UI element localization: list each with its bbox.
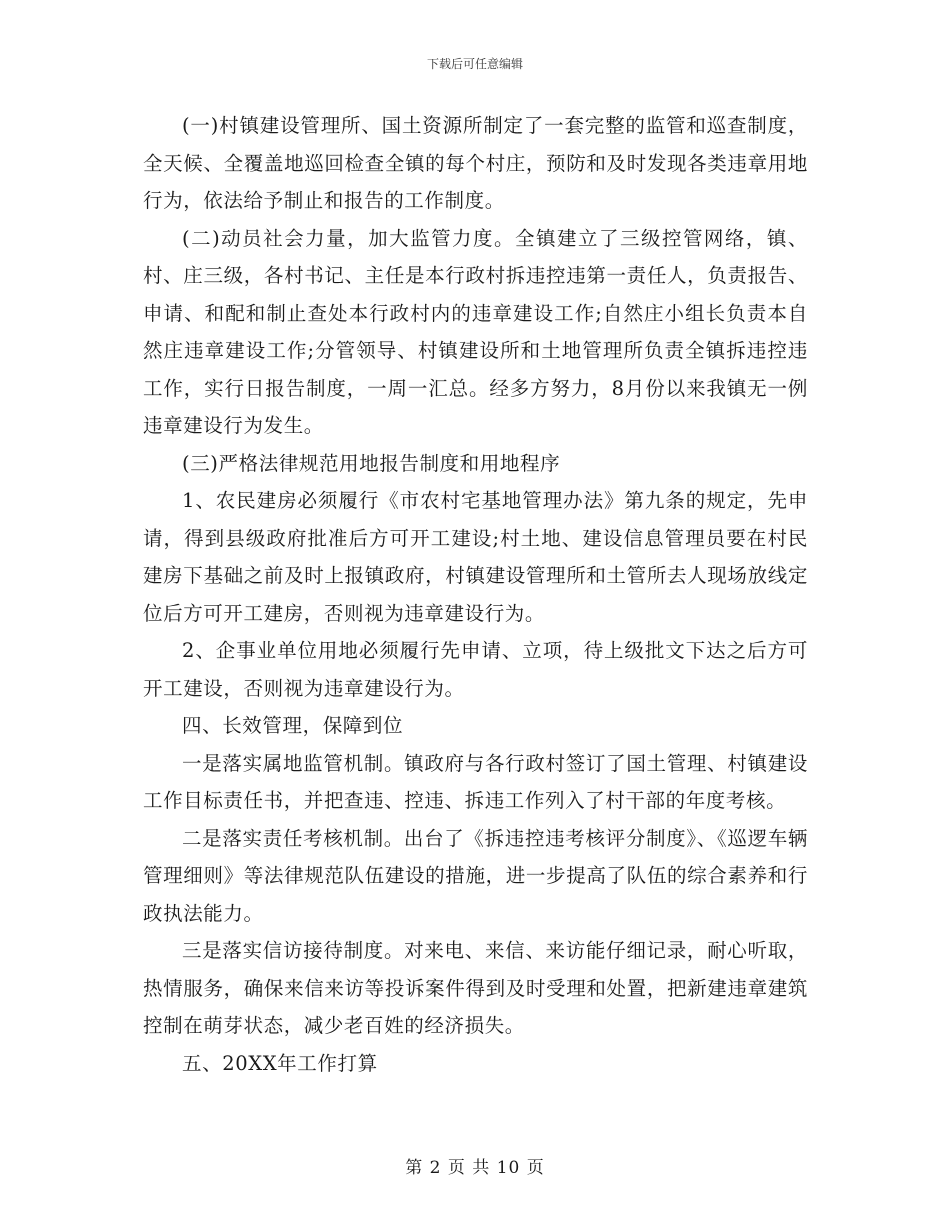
page-header: 下载后可任意编辑: [426, 57, 523, 71]
paragraph-item-2: 2、企事业单位用地必须履行先申请、立项，待上级批文下达之后方可开工建设，否则视为违章建设行为。: [143, 639, 808, 700]
paragraph-section-2: (二)动员社会力量，加大监管力度。全镇建立了三级控管网络，镇、村、庄三级，各村书记、主任是本行政村拆违控违第一责任人，负责报告、申请、和配和制止查处本行政村内的违章建设工作;自然庄小组长负责本自然庄违章建设工作;分管领导、村镇建设所和土地管理所负责全镇拆违控违工作，实行日报告制度，一周一汇总。经多方努力，8月份以来我镇无一例违章建设行为发生。: [143, 226, 808, 437]
page-number-footer: 第 2 页 共 10 页: [405, 1158, 545, 1178]
section-heading-5: 五、20XX年工作打算: [182, 1051, 378, 1075]
paragraph-mechanism-1: 一是落实属地监管机制。镇政府与各行政村签订了国土管理、村镇建设工作目标责任书，并把查违、控违、拆违工作列入了村干部的年度考核。: [143, 751, 808, 812]
paragraph-item-1: 1、农民建房必须履行《市农村宅基地管理办法》第九条的规定，先申请，得到县级政府批准后方可开工建设;村土地、建设信息管理员要在村民建房下基础之前及时上报镇政府，村镇建设管理所和土管所去人现场放线定位后方可开工建房，否则视为违章建设行为。: [143, 489, 808, 625]
paragraph-mechanism-3: 三是落实信访接待制度。对来电、来信、来访能仔细记录，耐心听取，热情服务，确保来信来访等投诉案件得到及时受理和处置，把新建违章建筑控制在萌芽状态，减少老百姓的经济损失。: [143, 939, 808, 1037]
document-body: [143, 107, 808, 1082]
paragraph-mechanism-2: 二是落实责任考核机制。出台了《拆违控违考核评分制度》、《巡逻车辆管理细则》等法律规范队伍建设的措施，进一步提高了队伍的综合素养和行政执法能力。: [143, 826, 808, 925]
paragraph-section-1: (一)村镇建设管理所、国土资源所制定了一套完整的监管和巡查制度，全天候、全覆盖地巡回检查全镇的每个村庄，预防和及时发现各类违章用地行为，依法给予制止和报告的工作制度。: [143, 114, 808, 212]
paragraph-section-3-heading: (三)严格法律规范用地报告制度和用地程序: [182, 451, 561, 475]
section-heading-4: 四、长效管理，保障到位: [182, 714, 404, 737]
